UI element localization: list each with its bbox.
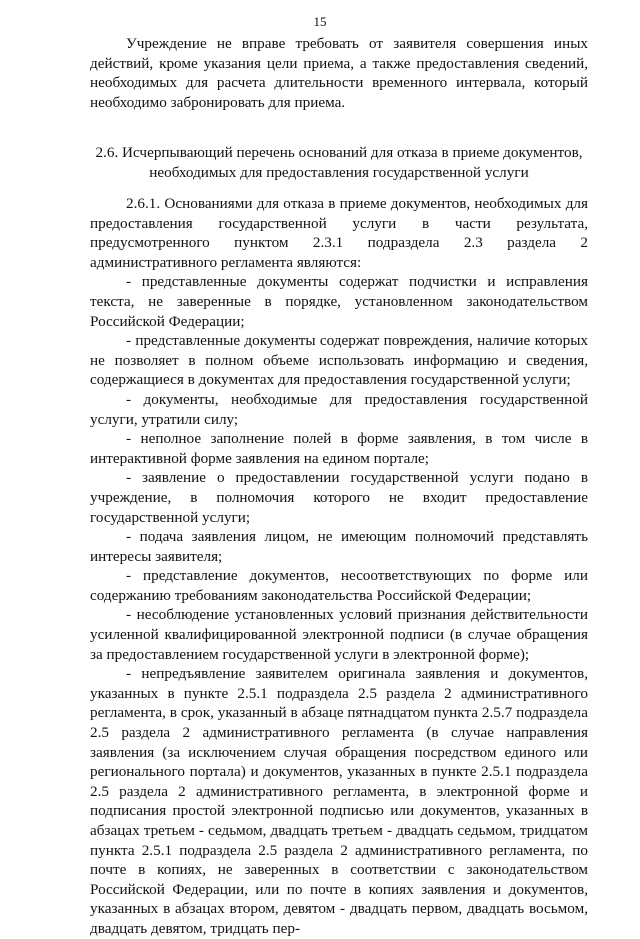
intro-paragraph-block [90,34,588,112]
list-item: - неполное заполнение полей в форме заявления, в том числе в интерактивной форме заявления на едином портале; [90,430,588,467]
list-item: - несоблюдение установленных условий признания действительности усиленной квалифицированной электронной подписи (в случае обращения за предоставлением государственной услуги в электронной форме); [90,606,588,663]
list-item: - представление документов, несоответствующих по форме или содержанию требованиям законодательства Российской Федерации; [90,567,588,604]
list-item: - документы, необходимые для предоставления государственной услуги, утратили силу; [90,390,588,428]
subsection-paragraph: 2.6.1. Основаниями для отказа в приеме документов, необходимых для предоставления государственной услуги в части результата, предусмотренного пунктом 2.3.1 подраздела 2.3 раздела 2 административного регламента являются: [90,195,588,271]
page-number: 15 [313,14,327,29]
list-item: - заявление о предоставлении государственной услуги подано в учреждение, в полномочия которого не входит предоставление государственной услуги; [90,469,588,526]
intro-paragraph: Учреждение не вправе требовать от заявителя совершения иных действий, кроме указания цели приема, а также предоставления сведений, необходимых для расчета длительности временного интервала, который необходимо забронировать для приема. [90,35,588,111]
list-item: - представленные документы содержат подчистки и исправления текста, не заверенные в порядке, установленном законодательством Российской Федерации; [90,273,588,330]
list-item: - подача заявления лицом, не имеющим полномочий представлять интересы заявителя; [90,528,588,565]
section-heading: 2.6. Исчерпывающий перечень оснований для отказа в приеме документов, необходимых для предоставления государственной услуги [95,144,583,181]
list-item: - представленные документы содержат повреждения, наличие которых не позволяет в полном объеме использовать информацию и сведения, содержащиеся в документах для предоставления государственной услуги; [90,332,588,389]
body-block [90,194,588,939]
list-item: - непредъявление заявителем оригинала заявления и документов, указанных в пункте 2.5.1 подраздела 2.5 раздела 2 административного регламента, в срок, указанный в абзаце пятнадцатом пункта 2.5.7 подраздела 2.5 раздела 2 административного регламента (в случае направления заявления (за исключением случая обращения посредством единого или регионального портала) и документов, указанных в пункте 2.5.1 подраздела 2.5 раздела 2 административного регламента, в электронной форме и подписания простой электронной подписью или документов, указанных в абзацах третьем - седьмом, двадцать третьем - двадцать седьмом, тридцатом пункта 2.5.1 подраздела 2.5 раздела 2 административного регламента, по почте в копиях, не заверенных в соответствии с законодательством Российской Федерации, или по почте в копиях заявления и документов, указанных в абзацах втором, девятом - двадцать первом, двадцать восьмом, двадцать девятом, тридцать пер- [90,665,588,937]
